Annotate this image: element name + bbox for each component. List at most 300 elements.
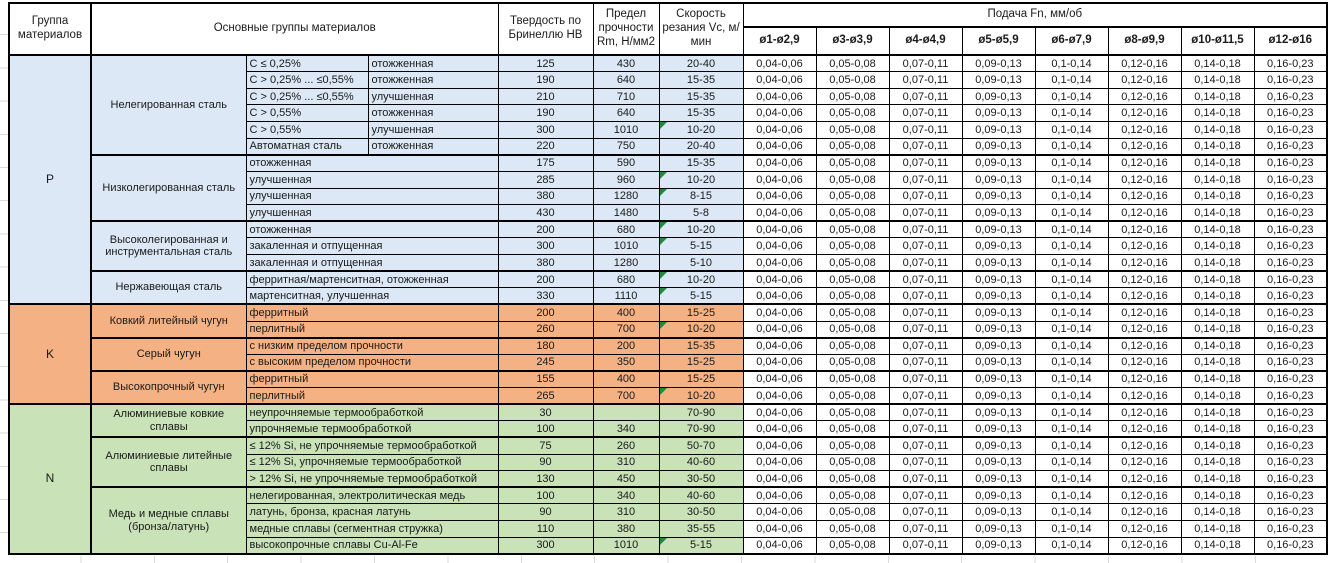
cell-strength-rm: 710: [593, 88, 659, 105]
cell-feed-value: 0,14-0,18: [1181, 105, 1254, 122]
cell-feed-value: 0,05-0,08: [816, 454, 889, 471]
cell-feed-value: 0,09-0,13: [962, 537, 1035, 554]
cell-feed-value: 0,09-0,13: [962, 55, 1035, 72]
cell-feed-value: 0,1-0,14: [1035, 454, 1108, 471]
cell-spec: ≤ 12% Si, не упрочняемые термообработкой: [246, 437, 498, 454]
cell-feed-value: 0,07-0,11: [889, 487, 962, 504]
cell-feed-value: 0,1-0,14: [1035, 271, 1108, 288]
cell-speed-vc-flagged: 10-20: [659, 321, 743, 338]
cell-feed-value: 0,05-0,08: [816, 288, 889, 305]
cell-feed-value: 0,14-0,18: [1181, 504, 1254, 521]
cell-feed-value: 0,16-0,23: [1254, 537, 1327, 554]
cell-hardness-hb: 300: [498, 537, 593, 554]
cell-feed-value: 0,09-0,13: [962, 122, 1035, 139]
cell-block-name: Низколегированная сталь: [91, 155, 246, 222]
cell-feed-value: 0,07-0,11: [889, 288, 962, 305]
cell-feed-value: 0,12-0,16: [1108, 238, 1181, 255]
cell-feed-value: 0,1-0,14: [1035, 255, 1108, 272]
cell-block-name: Алюминиевые литейные сплавы: [91, 437, 246, 487]
cell-feed-value: 0,07-0,11: [889, 388, 962, 405]
cell-speed-vc: 40-60: [659, 487, 743, 504]
cell-feed-value: 0,1-0,14: [1035, 238, 1108, 255]
cell-spec: улучшенная: [246, 171, 498, 188]
cell-feed-value: 0,16-0,23: [1254, 72, 1327, 89]
cell-speed-vc: 50-70: [659, 437, 743, 454]
table-row: [9, 437, 1327, 454]
cell-speed-vc-flagged: 10-20: [659, 221, 743, 238]
cell-hardness-hb: 285: [498, 171, 593, 188]
cell-feed-value: 0,1-0,14: [1035, 404, 1108, 421]
cell-feed-value: 0,04-0,06: [743, 454, 816, 471]
cell-strength-rm: 680: [593, 221, 659, 238]
cell-feed-value: 0,14-0,18: [1181, 72, 1254, 89]
cell-feed-value: 0,14-0,18: [1181, 288, 1254, 305]
cell-feed-value: 0,07-0,11: [889, 371, 962, 388]
cell-feed-value: 0,05-0,08: [816, 388, 889, 405]
cell-feed-value: 0,09-0,13: [962, 288, 1035, 305]
cell-strength-rm: 640: [593, 72, 659, 89]
cell-feed-value: 0,14-0,18: [1181, 437, 1254, 454]
cell-feed-value: 0,04-0,06: [743, 521, 816, 538]
cell-material-group: K: [9, 304, 91, 404]
cell-feed-value: 0,05-0,08: [816, 88, 889, 105]
cell-feed-value: 0,16-0,23: [1254, 221, 1327, 238]
cell-feed-value: 0,09-0,13: [962, 271, 1035, 288]
cell-feed-value: 0,07-0,11: [889, 255, 962, 272]
cell-hardness-hb: 220: [498, 138, 593, 155]
cell-feed-value: 0,12-0,16: [1108, 288, 1181, 305]
cell-strength-rm: 590: [593, 155, 659, 172]
table-row: [9, 55, 1327, 72]
cell-feed-value: 0,05-0,08: [816, 504, 889, 521]
cell-feed-value: 0,05-0,08: [816, 304, 889, 321]
cell-feed-value: 0,1-0,14: [1035, 371, 1108, 388]
cell-feed-value: 0,05-0,08: [816, 404, 889, 421]
materials-table: [8, 2, 1328, 555]
cell-block-name: Нержавеющая сталь: [91, 271, 246, 304]
cell-feed-value: 0,16-0,23: [1254, 487, 1327, 504]
cell-feed-value: 0,12-0,16: [1108, 504, 1181, 521]
cell-feed-value: 0,16-0,23: [1254, 437, 1327, 454]
cell-feed-value: 0,05-0,08: [816, 354, 889, 371]
cell-feed-value: 0,14-0,18: [1181, 238, 1254, 255]
cell-feed-value: 0,14-0,18: [1181, 338, 1254, 355]
cell-feed-value: 0,12-0,16: [1108, 255, 1181, 272]
cell-strength-rm: 310: [593, 454, 659, 471]
cell-strength-rm: [593, 404, 659, 421]
cell-strength-rm: 400: [593, 371, 659, 388]
cell-feed-value: 0,16-0,23: [1254, 288, 1327, 305]
cell-spec: перлитный: [246, 388, 498, 405]
cell-feed-value: 0,14-0,18: [1181, 371, 1254, 388]
cell-feed-value: 0,09-0,13: [962, 171, 1035, 188]
cell-feed-value: 0,09-0,13: [962, 105, 1035, 122]
cell-feed-value: 0,04-0,06: [743, 105, 816, 122]
cell-spec: > 12% Si, не упрочняемые термообработкой: [246, 471, 498, 488]
cell-feed-value: 0,09-0,13: [962, 72, 1035, 89]
cell-feed-value: 0,09-0,13: [962, 205, 1035, 222]
cell-feed-value: 0,14-0,18: [1181, 388, 1254, 405]
cell-feed-value: 0,14-0,18: [1181, 421, 1254, 438]
cell-spec: улучшенная: [246, 205, 498, 222]
cell-material-group: N: [9, 404, 91, 554]
col-header-speed: Скорость резания Vc, м/мин: [659, 3, 743, 55]
cell-speed-vc: 5-8: [659, 205, 743, 222]
cell-feed-value: 0,16-0,23: [1254, 105, 1327, 122]
cell-spec: отожженная: [246, 155, 498, 172]
cell-strength-rm: 960: [593, 171, 659, 188]
cell-feed-value: 0,12-0,16: [1108, 304, 1181, 321]
cell-spec-a: C > 0,25% ... ≤0,55%: [246, 72, 368, 89]
cell-strength-rm: 340: [593, 487, 659, 504]
cell-feed-value: 0,14-0,18: [1181, 205, 1254, 222]
cell-feed-value: 0,09-0,13: [962, 471, 1035, 488]
cell-feed-value: 0,16-0,23: [1254, 188, 1327, 205]
cell-speed-vc: 35-55: [659, 521, 743, 538]
col-header-diam-3: ø4-ø4,9: [889, 27, 962, 55]
cell-feed-value: 0,05-0,08: [816, 105, 889, 122]
cell-feed-value: 0,04-0,06: [743, 487, 816, 504]
cell-feed-value: 0,04-0,06: [743, 138, 816, 155]
cell-speed-vc: 15-25: [659, 354, 743, 371]
cell-hardness-hb: 200: [498, 304, 593, 321]
cell-feed-value: 0,05-0,08: [816, 338, 889, 355]
cell-block-name: Нелегированная сталь: [91, 55, 246, 155]
cell-feed-value: 0,05-0,08: [816, 471, 889, 488]
cell-feed-value: 0,14-0,18: [1181, 521, 1254, 538]
col-header-diam-1: ø1-ø2,9: [743, 27, 816, 55]
cell-hardness-hb: 330: [498, 288, 593, 305]
cell-spec: отожженная: [246, 221, 498, 238]
cell-feed-value: 0,1-0,14: [1035, 388, 1108, 405]
cell-spec: перлитный: [246, 321, 498, 338]
cell-feed-value: 0,12-0,16: [1108, 454, 1181, 471]
cell-feed-value: 0,16-0,23: [1254, 55, 1327, 72]
cell-feed-value: 0,04-0,06: [743, 238, 816, 255]
cell-feed-value: 0,07-0,11: [889, 504, 962, 521]
cell-feed-value: 0,05-0,08: [816, 321, 889, 338]
header-row-top: [9, 3, 1327, 27]
col-header-strength: Предел прочности Rm, Н/мм2: [593, 3, 659, 55]
cell-feed-value: 0,14-0,18: [1181, 155, 1254, 172]
cell-spec: неупрочняемые термообработкой: [246, 404, 498, 421]
cell-feed-value: 0,07-0,11: [889, 238, 962, 255]
cell-hardness-hb: 380: [498, 188, 593, 205]
cell-feed-value: 0,05-0,08: [816, 421, 889, 438]
cell-spec-b: улучшенная: [368, 122, 498, 139]
cell-feed-value: 0,04-0,06: [743, 122, 816, 139]
cell-speed-vc-flagged: 8-15: [659, 188, 743, 205]
cell-feed-value: 0,07-0,11: [889, 471, 962, 488]
cell-feed-value: 0,09-0,13: [962, 338, 1035, 355]
cell-feed-value: 0,09-0,13: [962, 487, 1035, 504]
cell-feed-value: 0,07-0,11: [889, 88, 962, 105]
cell-feed-value: 0,09-0,13: [962, 255, 1035, 272]
cell-feed-value: 0,09-0,13: [962, 521, 1035, 538]
cell-feed-value: 0,12-0,16: [1108, 321, 1181, 338]
cell-feed-value: 0,05-0,08: [816, 255, 889, 272]
cell-feed-value: 0,14-0,18: [1181, 171, 1254, 188]
cell-feed-value: 0,09-0,13: [962, 354, 1035, 371]
cell-spec: ферритный: [246, 371, 498, 388]
table-row: [9, 271, 1327, 288]
cell-feed-value: 0,05-0,08: [816, 155, 889, 172]
cell-strength-rm: 1480: [593, 205, 659, 222]
cell-feed-value: 0,12-0,16: [1108, 487, 1181, 504]
cell-feed-value: 0,05-0,08: [816, 271, 889, 288]
cell-hardness-hb: 75: [498, 437, 593, 454]
cell-strength-rm: 450: [593, 471, 659, 488]
cell-hardness-hb: 245: [498, 354, 593, 371]
cell-feed-value: 0,05-0,08: [816, 72, 889, 89]
cell-strength-rm: 310: [593, 504, 659, 521]
cell-feed-value: 0,07-0,11: [889, 105, 962, 122]
cell-feed-value: 0,14-0,18: [1181, 304, 1254, 321]
cell-spec-b: отожженная: [368, 105, 498, 122]
left-gutter-gridlines: [0, 2, 8, 555]
cell-feed-value: 0,09-0,13: [962, 138, 1035, 155]
cell-feed-value: 0,14-0,18: [1181, 321, 1254, 338]
cell-feed-value: 0,16-0,23: [1254, 271, 1327, 288]
cell-feed-value: 0,16-0,23: [1254, 238, 1327, 255]
cell-feed-value: 0,1-0,14: [1035, 288, 1108, 305]
cell-strength-rm: 750: [593, 138, 659, 155]
cell-strength-rm: 200: [593, 338, 659, 355]
cell-feed-value: 0,07-0,11: [889, 171, 962, 188]
cell-feed-value: 0,07-0,11: [889, 188, 962, 205]
cell-feed-value: 0,04-0,06: [743, 171, 816, 188]
cell-feed-value: 0,09-0,13: [962, 238, 1035, 255]
cell-feed-value: 0,16-0,23: [1254, 255, 1327, 272]
col-header-feed: Подача Fn, мм/об: [743, 3, 1327, 27]
cell-strength-rm: 350: [593, 354, 659, 371]
cell-feed-value: 0,04-0,06: [743, 421, 816, 438]
cell-feed-value: 0,04-0,06: [743, 55, 816, 72]
cell-feed-value: 0,12-0,16: [1108, 388, 1181, 405]
cell-feed-value: 0,04-0,06: [743, 537, 816, 554]
cell-feed-value: 0,05-0,08: [816, 487, 889, 504]
cell-feed-value: 0,1-0,14: [1035, 188, 1108, 205]
cell-feed-value: 0,09-0,13: [962, 437, 1035, 454]
cell-speed-vc-flagged: 10-20: [659, 388, 743, 405]
cell-feed-value: 0,12-0,16: [1108, 371, 1181, 388]
table-row: [9, 338, 1327, 355]
cell-feed-value: 0,07-0,11: [889, 304, 962, 321]
cell-feed-value: 0,09-0,13: [962, 88, 1035, 105]
cell-feed-value: 0,09-0,13: [962, 504, 1035, 521]
cell-feed-value: 0,1-0,14: [1035, 338, 1108, 355]
cell-feed-value: 0,12-0,16: [1108, 537, 1181, 554]
cell-strength-rm: 380: [593, 521, 659, 538]
cell-feed-value: 0,04-0,06: [743, 371, 816, 388]
cell-spec-b: отожженная: [368, 138, 498, 155]
cell-feed-value: 0,16-0,23: [1254, 171, 1327, 188]
cell-speed-vc: 40-60: [659, 454, 743, 471]
cell-feed-value: 0,04-0,06: [743, 255, 816, 272]
cell-hardness-hb: 90: [498, 454, 593, 471]
cell-spec: закаленная и отпущенная: [246, 255, 498, 272]
cell-feed-value: 0,1-0,14: [1035, 421, 1108, 438]
cell-hardness-hb: 30: [498, 404, 593, 421]
cell-feed-value: 0,14-0,18: [1181, 88, 1254, 105]
cell-feed-value: 0,04-0,06: [743, 471, 816, 488]
cell-feed-value: 0,16-0,23: [1254, 404, 1327, 421]
cell-spec: закаленная и отпущенная: [246, 238, 498, 255]
cell-spec: с низким пределом прочности: [246, 338, 498, 355]
cell-feed-value: 0,12-0,16: [1108, 105, 1181, 122]
col-header-diam-2: ø3-ø3,9: [816, 27, 889, 55]
cell-feed-value: 0,1-0,14: [1035, 471, 1108, 488]
cell-speed-vc-flagged: 5-15: [659, 537, 743, 554]
cell-feed-value: 0,12-0,16: [1108, 88, 1181, 105]
cell-feed-value: 0,09-0,13: [962, 421, 1035, 438]
cell-block-name: Ковкий литейный чугун: [91, 304, 246, 337]
cell-feed-value: 0,07-0,11: [889, 437, 962, 454]
cell-feed-value: 0,1-0,14: [1035, 521, 1108, 538]
cell-speed-vc: 5-10: [659, 255, 743, 272]
cell-feed-value: 0,1-0,14: [1035, 321, 1108, 338]
cell-feed-value: 0,04-0,06: [743, 205, 816, 222]
cell-feed-value: 0,07-0,11: [889, 138, 962, 155]
cell-speed-vc: 15-35: [659, 155, 743, 172]
cell-feed-value: 0,16-0,23: [1254, 371, 1327, 388]
cell-feed-value: 0,05-0,08: [816, 221, 889, 238]
cell-feed-value: 0,05-0,08: [816, 122, 889, 139]
cell-spec: упрочняемые термообработкой: [246, 421, 498, 438]
cell-feed-value: 0,04-0,06: [743, 88, 816, 105]
cell-strength-rm: 1010: [593, 238, 659, 255]
cell-hardness-hb: 300: [498, 122, 593, 139]
cell-feed-value: 0,09-0,13: [962, 304, 1035, 321]
cell-feed-value: 0,04-0,06: [743, 304, 816, 321]
cell-feed-value: 0,05-0,08: [816, 188, 889, 205]
cell-hardness-hb: 100: [498, 421, 593, 438]
cell-feed-value: 0,09-0,13: [962, 371, 1035, 388]
cell-spec: ферритная/мартенситная, отожженная: [246, 271, 498, 288]
cell-hardness-hb: 300: [498, 238, 593, 255]
cell-spec: ферритный: [246, 304, 498, 321]
cell-feed-value: 0,12-0,16: [1108, 421, 1181, 438]
cell-feed-value: 0,14-0,18: [1181, 537, 1254, 554]
cell-spec-b: улучшенная: [368, 88, 498, 105]
cell-hardness-hb: 125: [498, 55, 593, 72]
cell-strength-rm: 700: [593, 388, 659, 405]
cell-hardness-hb: 265: [498, 388, 593, 405]
cell-spec: высокопрочные сплавы Cu-Al-Fe: [246, 537, 498, 554]
col-header-diam-5: ø6-ø7,9: [1035, 27, 1108, 55]
cell-feed-value: 0,07-0,11: [889, 205, 962, 222]
cell-strength-rm: 260: [593, 437, 659, 454]
cell-feed-value: 0,07-0,11: [889, 537, 962, 554]
cell-feed-value: 0,07-0,11: [889, 321, 962, 338]
cell-feed-value: 0,04-0,06: [743, 437, 816, 454]
cell-feed-value: 0,14-0,18: [1181, 404, 1254, 421]
cell-hardness-hb: 100: [498, 487, 593, 504]
cell-feed-value: 0,09-0,13: [962, 321, 1035, 338]
col-header-hardness: Твердость по Бринеллю HB: [498, 3, 593, 55]
cell-speed-vc-flagged: 10-20: [659, 122, 743, 139]
col-header-diam-8: ø12-ø16: [1254, 27, 1327, 55]
cell-feed-value: 0,1-0,14: [1035, 122, 1108, 139]
col-header-diam-4: ø5-ø5,9: [962, 27, 1035, 55]
cell-speed-vc-flagged: 5-15: [659, 288, 743, 305]
cell-speed-vc: 15-35: [659, 72, 743, 89]
cell-feed-value: 0,07-0,11: [889, 155, 962, 172]
cell-feed-value: 0,12-0,16: [1108, 155, 1181, 172]
cell-hardness-hb: 90: [498, 504, 593, 521]
cell-strength-rm: 680: [593, 271, 659, 288]
cell-feed-value: 0,04-0,06: [743, 72, 816, 89]
cell-feed-value: 0,05-0,08: [816, 437, 889, 454]
col-header-material-group: Группа материалов: [9, 3, 91, 55]
cell-hardness-hb: 190: [498, 72, 593, 89]
cell-feed-value: 0,16-0,23: [1254, 354, 1327, 371]
cell-hardness-hb: 200: [498, 221, 593, 238]
cell-feed-value: 0,12-0,16: [1108, 72, 1181, 89]
cell-block-name: Серый чугун: [91, 338, 246, 371]
cell-hardness-hb: 175: [498, 155, 593, 172]
cell-feed-value: 0,04-0,06: [743, 221, 816, 238]
cell-feed-value: 0,09-0,13: [962, 155, 1035, 172]
cell-hardness-hb: 155: [498, 371, 593, 388]
cell-feed-value: 0,12-0,16: [1108, 354, 1181, 371]
cell-feed-value: 0,09-0,13: [962, 221, 1035, 238]
table-row: [9, 487, 1327, 504]
cell-hardness-hb: 130: [498, 471, 593, 488]
cell-feed-value: 0,1-0,14: [1035, 55, 1108, 72]
cell-strength-rm: 1110: [593, 288, 659, 305]
cell-feed-value: 0,07-0,11: [889, 221, 962, 238]
cell-spec: улучшенная: [246, 188, 498, 205]
cell-feed-value: 0,12-0,16: [1108, 271, 1181, 288]
cell-hardness-hb: 200: [498, 271, 593, 288]
cell-feed-value: 0,09-0,13: [962, 188, 1035, 205]
cell-feed-value: 0,14-0,18: [1181, 122, 1254, 139]
cell-feed-value: 0,12-0,16: [1108, 205, 1181, 222]
cell-feed-value: 0,16-0,23: [1254, 122, 1327, 139]
cell-strength-rm: 1280: [593, 255, 659, 272]
cell-block-name: Высокопрочный чугун: [91, 371, 246, 404]
cell-feed-value: 0,16-0,23: [1254, 155, 1327, 172]
cell-spec: мартенситная, улучшенная: [246, 288, 498, 305]
cell-feed-value: 0,04-0,06: [743, 388, 816, 405]
cell-feed-value: 0,14-0,18: [1181, 255, 1254, 272]
cell-feed-value: 0,07-0,11: [889, 55, 962, 72]
cell-feed-value: 0,07-0,11: [889, 72, 962, 89]
cell-feed-value: 0,04-0,06: [743, 404, 816, 421]
cell-feed-value: 0,16-0,23: [1254, 421, 1327, 438]
cell-feed-value: 0,14-0,18: [1181, 138, 1254, 155]
table-row: [9, 404, 1327, 421]
cell-spec-a: C ≤ 0,25%: [246, 55, 368, 72]
cell-hardness-hb: 190: [498, 105, 593, 122]
cell-feed-value: 0,12-0,16: [1108, 138, 1181, 155]
cell-feed-value: 0,12-0,16: [1108, 437, 1181, 454]
cell-strength-rm: 430: [593, 55, 659, 72]
cell-feed-value: 0,16-0,23: [1254, 471, 1327, 488]
cell-feed-value: 0,07-0,11: [889, 338, 962, 355]
cell-strength-rm: 1010: [593, 537, 659, 554]
cell-feed-value: 0,1-0,14: [1035, 487, 1108, 504]
cell-spec-a: C > 0,55%: [246, 122, 368, 139]
cell-speed-vc: 30-50: [659, 504, 743, 521]
cell-speed-vc: 15-35: [659, 88, 743, 105]
cell-feed-value: 0,09-0,13: [962, 404, 1035, 421]
cell-strength-rm: 700: [593, 321, 659, 338]
cell-feed-value: 0,04-0,06: [743, 271, 816, 288]
cell-feed-value: 0,1-0,14: [1035, 155, 1108, 172]
cell-feed-value: 0,05-0,08: [816, 138, 889, 155]
